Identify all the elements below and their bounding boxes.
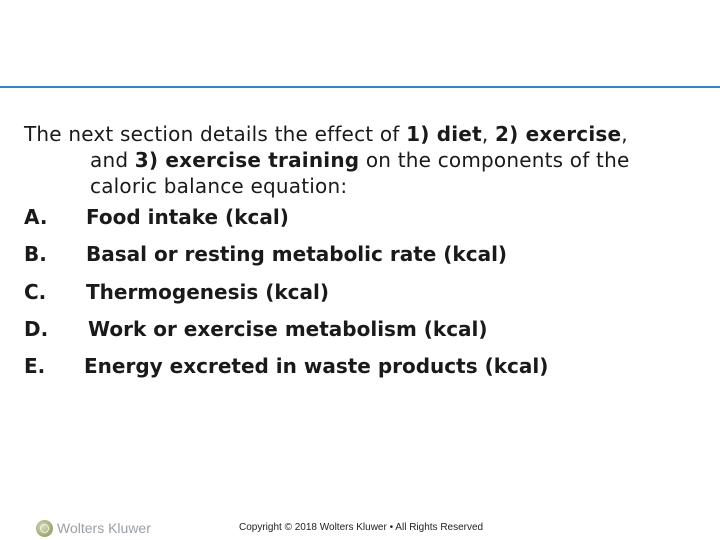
term-exercise: 2) exercise [494,122,622,146]
intro-text: The next section details the effect of [24,122,407,146]
list-text: Thermogenesis (kcal) [86,280,329,304]
copyright-notice: Copyright © 2018 Wolters Kluwer • All Rights Reserved [239,522,484,533]
list-text: Energy excreted in waste products (kcal) [84,354,549,378]
list-letter: D. [24,317,49,341]
list-letter: B. [24,242,47,266]
list-letter: C. [24,280,47,304]
publisher-logo [36,518,151,538]
logo-text: Wolters Kluwer [57,520,151,536]
intro-line-2 [24,147,704,173]
intro-line-1 [24,121,704,147]
intro-text: on the components of the [359,148,630,172]
list-letter: E. [24,354,46,378]
list-text: Food intake (kcal) [86,205,289,229]
list-text: Work or exercise metabolism (kcal) [88,317,488,341]
list-text: Basal or resting metabolic rate (kcal) [86,242,508,266]
intro-line-3: caloric balance equation: [90,174,348,198]
term-exercise-training: 3) exercise training [134,148,360,172]
wolters-kluwer-logo-icon [36,520,53,537]
term-diet: 1) diet [406,122,482,146]
intro-comma: , [621,122,628,146]
intro-comma: , [481,122,495,146]
intro-text: and [90,148,135,172]
list-letter: A. [24,205,48,229]
intro-paragraph [24,121,704,199]
header-divider [0,86,720,88]
